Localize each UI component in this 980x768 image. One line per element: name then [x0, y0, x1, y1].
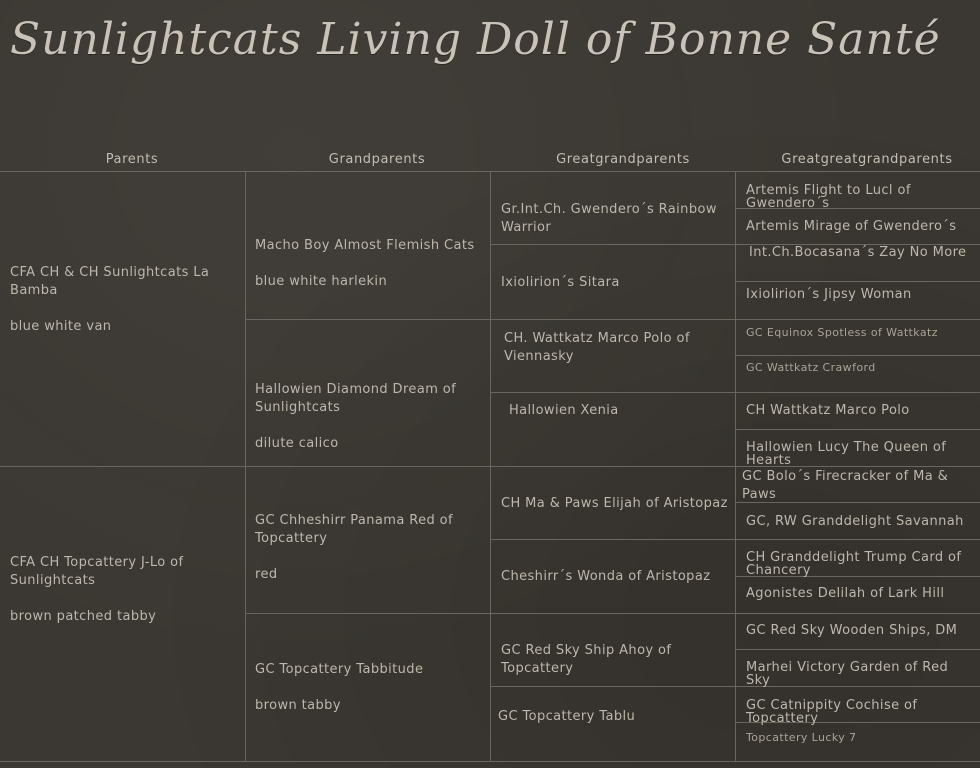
- greatgreatgrandparent-name: Agonistes Delilah of Lark Hill: [746, 586, 945, 601]
- greatgreatgrandparent-name: Ixiolirion´s Jipsy Woman: [746, 287, 912, 302]
- parent-cell: [10, 264, 230, 336]
- grandparent-name: Hallowien Diamond Dream of Sunlightcats: [255, 382, 457, 415]
- parent-name: CFA CH Topcattery J-Lo of Sunlightcats: [10, 555, 184, 588]
- grandparent-cell: [255, 381, 480, 453]
- greatgreatgrandparent-name: GC Catnippity Cochise of Topcattery: [746, 698, 918, 726]
- greatgreatgrandparent-name: CH Granddelight Trump Card of Chancery: [746, 550, 962, 578]
- greatgrandparent-name: Cheshirr´s Wonda of Aristopaz: [501, 569, 711, 584]
- greatgrandparent-name: GC Red Sky Ship Ahoy of Topcattery: [501, 643, 672, 676]
- parent-cell: [10, 554, 230, 626]
- header-greatgreatgrandparents: Greatgreatgrandparents: [781, 152, 953, 167]
- header-grandparents: Grandparents: [328, 152, 426, 167]
- greatgrandparent-name: Gr.Int.Ch. Gwendero´s Rainbow Warrior: [501, 202, 717, 235]
- row-divider: [735, 355, 980, 356]
- greatgrandparent-name: Ixiolirion´s Sitara: [501, 275, 620, 290]
- grandparent-color: brown tabby: [255, 698, 341, 713]
- header-parents: Parents: [105, 152, 159, 167]
- row-divider: [490, 539, 980, 540]
- page-title: Sunlightcats Living Doll of Bonne Santé: [10, 14, 941, 65]
- greatgrandparent-name: Hallowien Xenia: [509, 403, 619, 418]
- grandparent-name: GC Chheshirr Panama Red of Topcattery: [255, 513, 454, 546]
- parent-color: brown patched tabby: [10, 609, 157, 624]
- greatgreatgrandparent-name: GC Equinox Spotless of Wattkatz: [746, 326, 938, 339]
- greatgreatgrandparent-name: GC Bolo´s Firecracker of Ma & Paws: [742, 469, 949, 502]
- greatgrandparent-name: GC Topcattery Tablu: [498, 709, 636, 724]
- grandparent-cell: [255, 512, 480, 584]
- grandparent-cell: [255, 237, 485, 291]
- greatgreatgrandparent-name: Hallowien Lucy The Queen of Hearts: [746, 440, 947, 468]
- greatgreatgrandparent-name: Artemis Mirage of Gwendero´s: [746, 219, 957, 234]
- greatgreatgrandparent-name: CH Wattkatz Marco Polo: [746, 403, 910, 418]
- grandparent-cell: [255, 661, 480, 715]
- parent-color: blue white van: [10, 319, 112, 334]
- row-divider: [735, 429, 980, 430]
- column-divider: [245, 171, 246, 762]
- greatgreatgrandparent-name: GC, RW Granddelight Savannah: [746, 514, 964, 529]
- greatgreatgrandparent-name: Marhei Victory Garden of Red Sky: [746, 660, 949, 688]
- row-divider: [245, 319, 980, 320]
- greatgreatgrandparent-name: Artemis Flight to Lucl of Gwendero´s: [746, 183, 911, 211]
- grandparent-name: GC Topcattery Tabbitude: [255, 662, 424, 677]
- header-greatgrandparents: Greatgrandparents: [556, 152, 690, 167]
- column-divider: [490, 171, 491, 762]
- greatgreatgrandparent-name: Topcattery Lucky 7: [746, 731, 857, 744]
- row-divider: [245, 613, 980, 614]
- greatgreatgrandparent-name: GC Red Sky Wooden Ships, DM: [746, 623, 958, 638]
- grandparent-color: red: [255, 567, 278, 582]
- greatgrandparent-name: CH. Wattkatz Marco Polo of Viennasky: [504, 331, 690, 364]
- greatgreatgrandparent-name: GC Wattkatz Crawford: [746, 361, 876, 374]
- greatgreatgrandparent-name: Int.Ch.Bocasana´s Zay No More: [749, 245, 967, 260]
- row-divider: [735, 281, 980, 282]
- row-divider: [490, 392, 980, 393]
- grandparent-color: dilute calico: [255, 436, 339, 451]
- grandparent-name: Macho Boy Almost Flemish Cats: [255, 238, 475, 253]
- parent-name: CFA CH & CH Sunlightcats La Bamba: [10, 265, 210, 298]
- grandparent-color: blue white harlekin: [255, 274, 388, 289]
- greatgrandparent-name: CH Ma & Paws Elijah of Aristopaz: [501, 496, 728, 511]
- row-divider: [735, 649, 980, 650]
- column-divider: [735, 171, 736, 762]
